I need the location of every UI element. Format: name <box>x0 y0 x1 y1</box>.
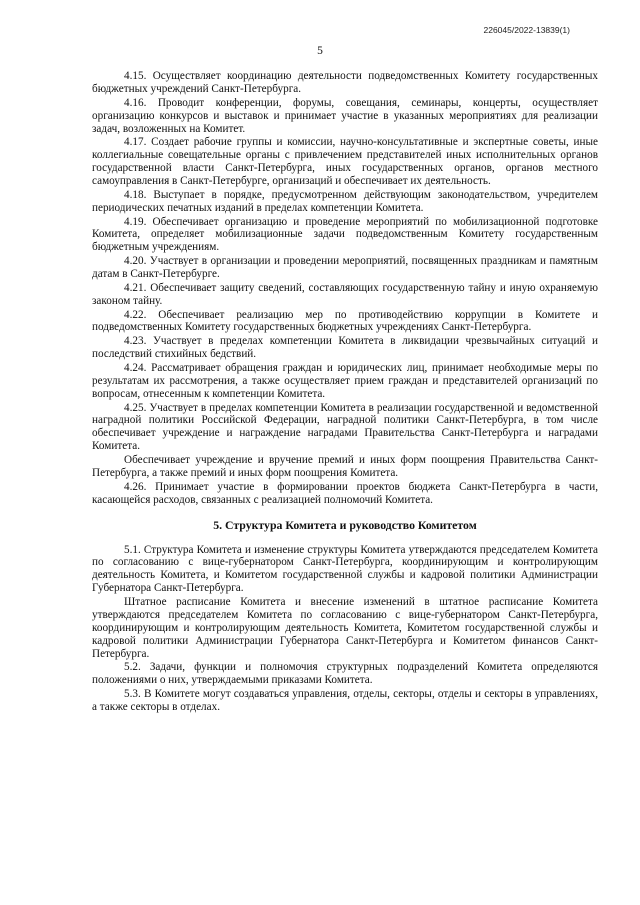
paragraph-4-25: 4.25. Участвует в пределах компетенции Комитета в реализации государственной и ведомственной наградной политики Российской Федерации, наградной политики Санкт-Петербурга, в том числе обеспечивает учреждение и награждение наградами Правительства Санкт-Петербурга и наградами Комитета. <box>92 401 598 453</box>
paragraph-4-21: 4.21. Обеспечивает защиту сведений, составляющих государственную тайну и иную охраняемую законом тайну. <box>92 281 598 307</box>
paragraph-4-22: 4.22. Обеспечивает реализацию мер по противодействию коррупции в Комитете и подведомственных Комитету государственных бюджетных учреждениях Санкт-Петербурга. <box>92 308 598 334</box>
paragraph-4-19: 4.19. Обеспечивает организацию и проведение мероприятий по мобилизационной подготовке Комитета, определяет мобилизационные задачи подведомственным Комитету государственным бюджетным учреждениям. <box>92 215 598 254</box>
paragraph-5-2: 5.2. Задачи, функции и полномочия структурных подразделений Комитета определяются положениями о них, утверждаемыми приказами Комитета. <box>92 661 598 687</box>
paragraph-4-20: 4.20. Участвует в организации и проведении мероприятий, посвященных праздникам и памятным датам в Санкт-Петербурге. <box>92 255 598 281</box>
paragraph-4-15: 4.15. Осуществляет координацию деятельности подведомственных Комитету государственных бюджетных учреждений Санкт-Петербурга. <box>92 70 598 95</box>
page-number: 5 <box>317 45 323 57</box>
document-body <box>92 70 598 715</box>
paragraph-4-18: 4.18. Выступает в порядке, предусмотренном действующим законодательством, учредителем периодических печатных изданий в пределах компетенции Комитета. <box>92 188 598 214</box>
paragraph-5-1: 5.1. Структура Комитета и изменение структуры Комитета утверждаются председателем Комитета по согласованию с вице-губернатором Санкт-Петербурга, координирующим и контролирующим деятельность Комитета, и Комитетом государственной службы и кадровой политики Администрации Губернатора Санкт-Петербурга. <box>92 543 598 595</box>
section-title: 5. Структура Комитета и руководство Комитетом <box>213 517 477 532</box>
paragraph-4-24: 4.24. Рассматривает обращения граждан и юридических лиц, принимает необходимые меры по результатам их рассмотрения, а также осуществляет прием граждан и представителей организаций по вопросам, отнесенным к компетенции Комитета. <box>92 361 598 400</box>
paragraph-4-23: 4.23. Участвует в пределах компетенции Комитета в ликвидации чрезвычайных ситуаций и последствий стихийных бедствий. <box>92 335 598 361</box>
paragraph-4-17: 4.17. Создает рабочие группы и комиссии, научно-консультативные и экспертные советы, иные коллегиальные совещательные органы с привлечением представителей иных исполнительных органов государственной власти Санкт-Петербурга, иных государственных органов, органов местного самоуправления в Санкт-Петербурге, организаций и обеспечивает их деятельность. <box>92 136 598 188</box>
paragraph-5-3: 5.3. В Комитете могут создаваться управления, отделы, секторы, отделы и секторы в управлениях, а также секторы в отделах. <box>92 688 598 714</box>
paragraph-5-1-staffing: Штатное расписание Комитета и внесение изменений в штатное расписание Комитета утверждаются председателем Комитета по согласованию с вице-губернатором Санкт-Петербурга, координирующим и контролирующим деятельность Комитета, Комитетом государственной службы и кадровой политики Администрации Губернатора Санкт-Петербурга и Комитетом финансов Санкт-Петербурга. <box>92 596 598 660</box>
paragraph-4-25-continued: Обеспечивает учреждение и вручение премий и иных форм поощрения Правительства Санкт-Петербурга, а также премий и иных форм поощрения Комитета. <box>92 454 598 479</box>
paragraph-4-16: 4.16. Проводит конференции, форумы, совещания, семинары, концерты, осуществляет организацию конкурсов и выставок и принимает участие в указанных мероприятиях для реализации задач, возложенных на Комитет. <box>92 96 598 135</box>
document-registration-number: 226045/2022-13839(1) <box>483 25 570 35</box>
paragraph-4-26: 4.26. Принимает участие в формировании проектов бюджета Санкт-Петербурга в части, касающейся расходов, связанных с реализацией полномочий Комитета. <box>92 480 598 506</box>
